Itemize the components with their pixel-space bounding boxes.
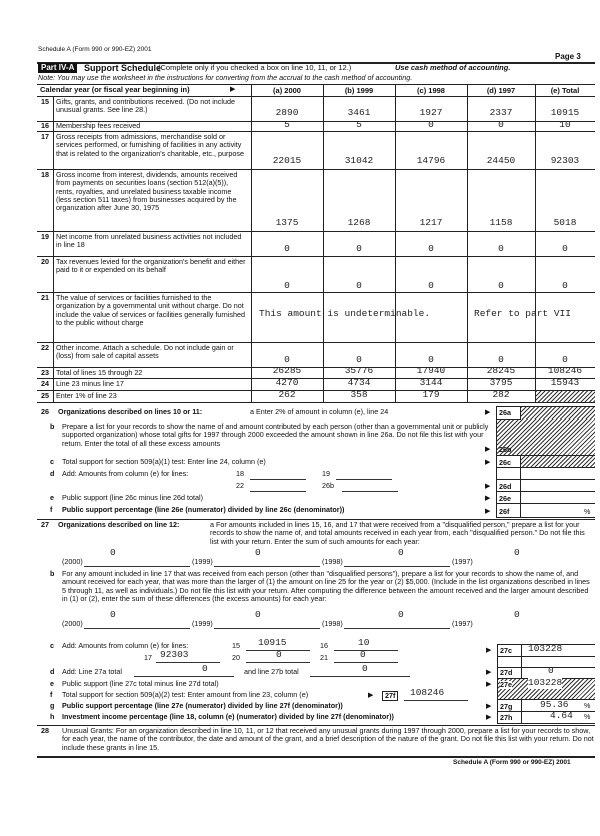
cell-value: 3461: [347, 107, 371, 118]
year-value: 0: [110, 609, 116, 620]
cell-value: 5: [356, 119, 362, 130]
cell-value: 10: [559, 119, 571, 130]
cell-value: 179: [422, 389, 440, 400]
cell-value: 262: [278, 389, 296, 400]
line-number: 22: [41, 343, 49, 352]
arrow-icon: ▶: [486, 645, 492, 654]
cell-value: 0: [356, 354, 362, 365]
cell-value: 4270: [275, 377, 299, 388]
line-27c-label: Add: Amounts from column (e) for lines:: [62, 641, 189, 650]
line-26b-label: Prepare a list for your records to show the name of and amount contributed by each person (other than a governmental unit or publicly supported organization) whose total gifts for 1997 through 2000 exceeded the amount shown in line 26a. Do not file this list with your return. Enter the total of all these excess amounts: [62, 422, 489, 448]
line-ref: 16: [320, 641, 328, 650]
cell-value: 0: [284, 280, 290, 291]
line-value: 10: [358, 637, 370, 648]
box-label: 26b: [499, 445, 512, 454]
calendar-year-label: Calendar year (or fiscal year beginning in): [40, 85, 190, 94]
box-value: 103228: [528, 677, 563, 688]
line-value: 0: [362, 663, 368, 674]
year-label: (1998): [322, 619, 343, 628]
cell-value: 0: [562, 280, 568, 291]
line-27a-label: [210, 521, 595, 546]
line-ref: 26b: [322, 481, 334, 490]
line-number: 15: [41, 97, 49, 106]
arrow-icon: ▶: [485, 493, 491, 502]
row-label: Gross receipts from admissions, merchandise sold or services performed, or furnishing of facilities in any activity that is related to the organization's charitable, etc., purpose: [56, 132, 244, 158]
year-label: (2000): [62, 619, 83, 628]
line-27h-label: Investment income percentage (line 18, column (e) (numerator) divided by line 27f (denominator)): [62, 712, 394, 721]
cell-value: 0: [284, 243, 290, 254]
percent-sign: %: [584, 507, 591, 516]
cell-value: 35776: [344, 365, 374, 376]
cell-value: 1268: [347, 217, 371, 228]
cell-value: 0: [428, 354, 434, 365]
line-value: 0: [202, 663, 208, 674]
line-letter: e: [50, 493, 54, 502]
col-header-e: (e) Total: [550, 86, 580, 95]
cell-value: 0: [498, 280, 504, 291]
row-label: Other income. Attach a schedule. Do not include gain or (loss) from sale of capital assets: [56, 343, 234, 361]
row-label: Gifts, grants, and contributions received. (Do not include unusual grants. See line 28.): [56, 97, 235, 115]
cell-value: 0: [284, 354, 290, 365]
year-value: 0: [398, 547, 404, 558]
year-value: 0: [398, 609, 404, 620]
box-label: 27e: [500, 680, 512, 689]
line-ref: 18: [236, 469, 244, 478]
cell-value: 5: [284, 119, 290, 130]
box-label: 26e: [499, 494, 511, 503]
cell-value: 0: [498, 354, 504, 365]
cell-value: 2890: [275, 107, 299, 118]
line-number: 17: [41, 132, 49, 141]
line-number: 26: [41, 407, 49, 416]
line-number: 19: [41, 232, 49, 241]
line-value: 0: [360, 649, 366, 660]
part-tag: Part IV-A: [38, 63, 77, 73]
row-label: Net income from unrelated business activities not included in line 18: [56, 232, 242, 250]
section-heading: Organizations described on line 12:: [58, 520, 180, 529]
row-label: Enter 1% of line 23: [56, 391, 117, 400]
cell-value: 3795: [489, 377, 513, 388]
section-heading: Organizations described on lines 10 or 11:: [58, 407, 203, 416]
cell-value: 24450: [486, 155, 516, 166]
line-letter: b: [50, 422, 55, 431]
arrow-icon: ▶: [486, 701, 492, 710]
line-ref: 22: [236, 481, 244, 490]
part-method: Use cash method of accounting.: [395, 63, 511, 72]
form-reference: Schedule A (Form 990 or 990-EZ) 2001: [38, 46, 152, 53]
part-title: Support Schedule: [84, 63, 162, 73]
line-ref: 17: [144, 653, 152, 662]
year-label: (2000): [62, 557, 83, 566]
year-value: 0: [514, 547, 520, 558]
line-letter: f: [50, 690, 53, 699]
col-header-b: (b) 1999: [344, 86, 374, 95]
year-value: 0: [514, 609, 520, 620]
line-letter: c: [50, 641, 54, 650]
line-ref: 19: [322, 469, 330, 478]
year-label: (1997): [452, 619, 473, 628]
box-label: 26a: [499, 408, 511, 417]
note: Note: You may use the worksheet in the instructions for converting from the accrual to the cash method of accounting.: [38, 73, 413, 82]
arrow-icon: ▶: [486, 667, 492, 676]
cell-value: 2337: [489, 107, 513, 118]
line-number: 28: [41, 726, 49, 735]
cell-value: 4734: [347, 377, 371, 388]
line-number: 18: [41, 170, 49, 179]
arrow-icon: ▶: [485, 457, 491, 466]
line-26a-label: a Enter 2% of amount in column (e), line 24: [250, 407, 389, 416]
cell-value: 0: [498, 119, 504, 130]
line-27d-label: Add: Line 27a total: [62, 667, 122, 676]
line-value: 10915: [258, 637, 287, 648]
line-number: 25: [41, 391, 49, 400]
part-instructions: (Complete only if you checked a box on line 10, 11, or 12.): [158, 63, 352, 72]
year-label: (1999): [192, 557, 213, 566]
col-header-a: (a) 2000: [273, 86, 301, 95]
year-value: 0: [255, 609, 261, 620]
arrow-icon: ▶: [485, 444, 491, 453]
line-ref: 20: [232, 653, 240, 662]
cell-value: 1927: [419, 107, 443, 118]
line-number: 21: [41, 293, 49, 302]
cell-value: 0: [498, 243, 504, 254]
cell-value: 1217: [419, 217, 443, 228]
line-ref: 21: [320, 653, 328, 662]
arrow-icon: ▶: [486, 679, 492, 688]
line-number: 27: [41, 520, 49, 529]
box-value: 0: [548, 665, 554, 676]
line-value: 0: [276, 649, 282, 660]
arrow-icon: ▶: [230, 86, 236, 93]
line-letter: d: [50, 667, 55, 676]
row-label: Gross income from interest, dividends, amounts received from payments on securities loans (section 512(a)(5)), rents, royalties, and unrelated business taxable income (less section 511 taxes) from businesses acquired by the organization after June 30, 1975: [56, 170, 238, 213]
row-label: Total of lines 15 through 22: [56, 368, 143, 377]
year-value: 0: [110, 547, 116, 558]
arrow-icon: ▶: [485, 506, 491, 515]
box-label: 27c: [500, 646, 512, 655]
row-label: Line 23 minus line 17: [56, 379, 124, 388]
undeterminable-note: This amount is undeterminable.: [259, 308, 431, 319]
arrow-icon: ▶: [485, 407, 491, 416]
cell-value: 1375: [275, 217, 299, 228]
year-label: (1999): [192, 619, 213, 628]
cell-value: 0: [356, 280, 362, 291]
cell-value: 0: [562, 354, 568, 365]
footer-form-reference: Schedule A (Form 990 or 990-EZ) 2001: [453, 759, 571, 766]
box-label: 27f: [382, 691, 398, 701]
line-26e-label: Public support (line 26c minus line 26d total): [62, 493, 204, 502]
cell-value: 0: [562, 243, 568, 254]
year-value: 0: [255, 547, 261, 558]
box-value: 108246: [410, 687, 445, 698]
box-label: 26d: [499, 482, 512, 491]
arrow-icon: ▶: [486, 712, 492, 721]
line-number: 24: [41, 379, 49, 388]
box-label: 27g: [500, 702, 513, 711]
cell-value: 92303: [550, 155, 580, 166]
cell-value: 26285: [272, 365, 302, 376]
line-26d-label: Add: Amounts from column (e) for lines:: [62, 469, 189, 478]
page-number: Page 3: [555, 52, 581, 61]
box-value: 4.64: [550, 710, 573, 721]
cell-value: 108246: [547, 365, 583, 376]
cell-value: 358: [350, 389, 368, 400]
line-letter: g: [50, 701, 55, 710]
line-27d-mid: and line 27b total: [244, 667, 299, 676]
box-label: 26f: [499, 507, 510, 516]
line-letter: d: [50, 469, 55, 478]
cell-value: 0: [428, 243, 434, 254]
cell-value: 0: [428, 280, 434, 291]
box-label: 27h: [500, 713, 513, 722]
cell-value: 17940: [416, 365, 446, 376]
refer-note: Refer to part VII: [474, 308, 571, 319]
line-number: 20: [41, 257, 49, 266]
box-label: 26c: [499, 458, 511, 467]
line-27f-label: Total support for section 509(a)(2) test: Enter amount from line 23, column (e): [62, 690, 309, 699]
row-label: Membership fees received: [56, 121, 141, 130]
cell-value: 10915: [550, 107, 580, 118]
year-label: (1997): [452, 557, 473, 566]
cell-value: 14796: [416, 155, 446, 166]
col-header-c: (c) 1998: [417, 86, 445, 95]
arrow-icon: ▶: [368, 690, 374, 699]
line-26c-label: Total support for section 509(a)(1) test: Enter line 24, column (e): [62, 457, 266, 466]
cell-value: 15943: [550, 377, 580, 388]
line-number: 16: [41, 121, 49, 130]
year-label: (1998): [322, 557, 343, 566]
cell-value: 1158: [489, 217, 513, 228]
line-26f-label: Public support percentage (line 26e (numerator) divided by line 26c (denominator)): [62, 505, 345, 514]
cell-value: 28245: [486, 365, 516, 376]
row-label: The value of services or facilities furnished to the organization by a governmental unit without charge. Do not include the value of services or facilities generally furnished to the public without charge: [56, 293, 245, 327]
line-letter: e: [50, 679, 54, 688]
line-letter: f: [50, 505, 53, 514]
line-letter: h: [50, 712, 55, 721]
percent-sign: %: [584, 712, 591, 721]
line-28-label: Unusual Grants: For an organization described in line 10, 11, or 12 that received any unusual grants during 1997 through 2000, prepare a list for your records to show, for each year, the name of the contributor, the date and amount of the grant, and a brief description of the nature of the grant. Do not file this list with your return. Do not include these grants in line 15.: [62, 726, 594, 752]
line-number: 23: [41, 368, 49, 377]
line-value: 92303: [160, 649, 189, 660]
line-27e-label: Public support (line 27c total minus line 27d total): [62, 679, 219, 688]
line-27g-label: Public support percentage (line 27e (numerator) divided by line 27f (denominator)): [62, 701, 343, 710]
box-value: 95.36: [540, 699, 569, 710]
cell-value: 0: [428, 119, 434, 130]
arrow-icon: ▶: [485, 481, 491, 490]
cell-value: 31042: [344, 155, 374, 166]
line-ref: 15: [232, 641, 240, 650]
cell-value: 282: [492, 389, 510, 400]
cell-value: 5018: [553, 217, 577, 228]
cell-value: 3144: [419, 377, 443, 388]
box-label: 27d: [500, 668, 513, 677]
line-letter: b: [50, 569, 55, 578]
cell-value: 22015: [272, 155, 302, 166]
line-letter: c: [50, 457, 54, 466]
col-header-d: (d) 1997: [486, 86, 516, 95]
line-27b-label: For any amount included in line 17 that was received from each person (other than "disqualified persons"), prepare a list for your records to show the name of, and amount received for each year, that was more than the larger of (1) the amount on line 25 for the year or (2) $5,000. (Include in the list organizations described in lines 5 through 11, as well as individuals.) Do not file this list with your return. After computing the difference between the amount received and the larger amount described in (1) or (2), enter the sum of these differences (the excess amounts) for each year:: [62, 569, 590, 603]
cell-value: 0: [356, 243, 362, 254]
percent-sign: %: [584, 701, 591, 710]
box-value: 103228: [528, 643, 563, 654]
line-27a-text: a For amounts included in lines 15, 16, and 17 that were received from a "disqualified person," prepare a list for your records to show the name of, and total amounts received in each year from, each "disqualified person." Do not file this list with your return. Enter the sum of such amounts for each year:: [210, 520, 585, 546]
row-label: Tax revenues levied for the organization's benefit and either paid to it or expended on its behalf: [56, 257, 246, 275]
